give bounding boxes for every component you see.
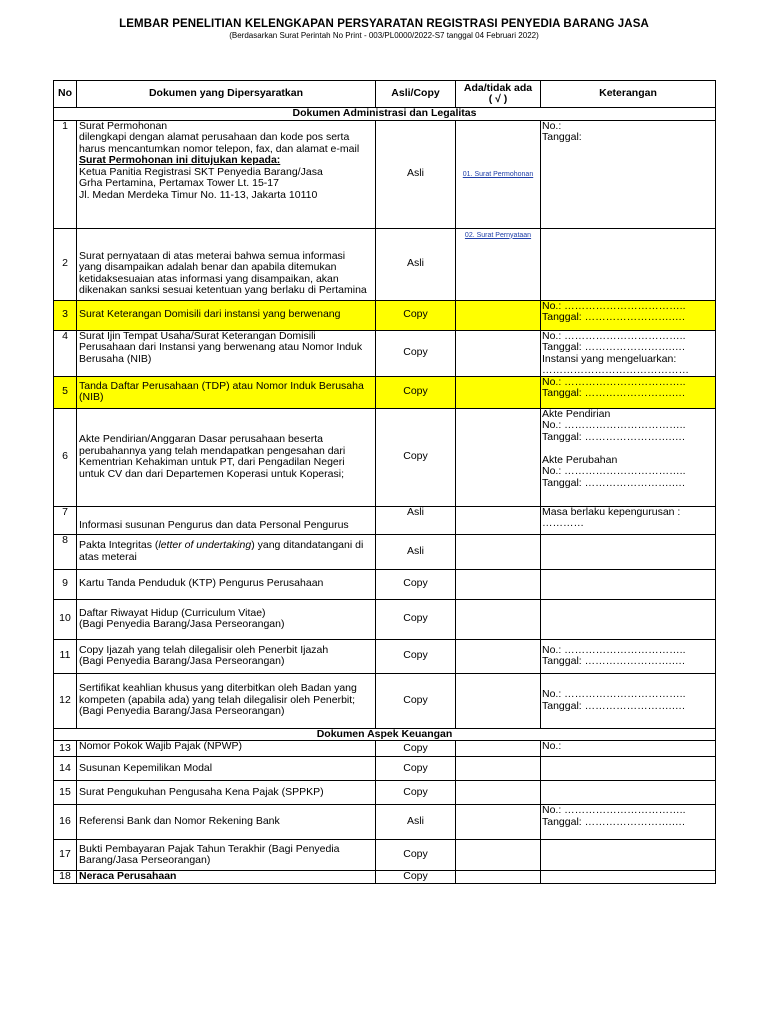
keterangan-text: Akte Perubahan (542, 453, 618, 466)
document-text: (Bagi Penyedia Barang/Jasa Perseorangan) (79, 655, 285, 667)
asli-copy-cell: Copy (376, 376, 456, 408)
row-number: 5 (54, 376, 77, 408)
document-text: Bukti Pembayaran Pajak Tahun Terakhir (Bagi Penyedia (79, 842, 340, 855)
table-row (54, 781, 716, 805)
keterangan-cell (541, 741, 716, 757)
document-text: Barang/Jasa Perseorangan) (79, 854, 211, 866)
row-number: 2 (54, 228, 77, 300)
keterangan-text: No.: (542, 120, 562, 132)
document-text-italic: letter of undertaking (158, 539, 252, 551)
document-text: Surat pernyataan di atas meterai bahwa semua informasi (79, 249, 346, 262)
document-cell (77, 330, 376, 376)
table-row (54, 569, 716, 599)
asli-copy-cell: Copy (376, 300, 456, 330)
keterangan-text: Tanggal: …………………….…. (542, 430, 685, 443)
ada-cell (456, 673, 541, 728)
document-cell (77, 506, 376, 534)
document-text: Neraca Perusahaan (79, 870, 177, 883)
document-text: (NIB) (79, 391, 104, 403)
keterangan-text: No.: …………………………….. (542, 330, 686, 342)
document-cell (77, 757, 376, 781)
keterangan-text: Tanggal: …………………….…. (542, 655, 685, 667)
document-text: Susunan Kepemilikan Modal (79, 761, 213, 774)
document-cell (77, 300, 376, 330)
keterangan-text: No.: (542, 740, 562, 752)
keterangan-cell (541, 228, 716, 300)
row-number: 17 (54, 840, 77, 871)
table-header-row (54, 81, 716, 108)
asli-copy-cell: Asli (376, 120, 456, 228)
row-number: 7 (54, 506, 77, 534)
document-text: dikenakan sanksi sesuai ketentuan yang berlaku di Pertamina (79, 284, 367, 296)
table-row (54, 120, 716, 228)
row-number: 4 (54, 330, 77, 376)
table-row (54, 300, 716, 330)
keterangan-cell (541, 300, 716, 330)
keterangan-cell (541, 781, 716, 805)
table-row (54, 506, 716, 534)
header-asli-copy: Asli/Copy (376, 81, 456, 108)
ada-cell (456, 871, 541, 884)
ada-cell (456, 408, 541, 506)
keterangan-cell (541, 330, 716, 376)
document-cell (77, 408, 376, 506)
asli-copy-cell: Copy (376, 639, 456, 673)
ada-cell (456, 330, 541, 376)
keterangan-text: Tanggal: …………………….…. (542, 387, 685, 399)
keterangan-text: No.: …………………………….. (542, 643, 686, 656)
row-number: 13 (54, 741, 77, 757)
keterangan-cell (541, 871, 716, 884)
document-text: Tanda Daftar Perusahaan (TDP) atau Nomor Induk Berusaha (79, 379, 364, 392)
keterangan-text: No.: …………………………….. (542, 804, 686, 816)
keterangan-cell (541, 506, 716, 534)
ada-cell (456, 741, 541, 757)
row-number: 1 (54, 120, 77, 228)
keterangan-cell (541, 376, 716, 408)
header-no: No (54, 81, 77, 108)
document-text: atas meterai (79, 550, 137, 563)
row-number: 10 (54, 599, 77, 639)
table-row (54, 228, 716, 300)
ada-cell (456, 805, 541, 840)
row-number: 8 (54, 534, 77, 569)
asli-copy-cell: Copy (376, 408, 456, 506)
keterangan-cell (541, 805, 716, 840)
document-text: (Bagi Penyedia Barang/Jasa Perseorangan) (79, 705, 285, 718)
document-text: Copy Ijazah yang telah dilegalisir oleh Penerbit Ijazah (79, 643, 329, 656)
asli-copy-cell: Copy (376, 757, 456, 781)
asli-copy-cell: Copy (376, 673, 456, 728)
document-cell (77, 639, 376, 673)
keterangan-cell (541, 569, 716, 599)
document-cell (77, 120, 376, 228)
table-row (54, 805, 716, 840)
keterangan-text: Tanggal: …………………….…. (542, 815, 685, 828)
asli-copy-cell: Copy (376, 741, 456, 757)
ada-cell (456, 639, 541, 673)
document-text: Referensi Bank dan Nomor Rekening Bank (79, 815, 280, 828)
document-cell (77, 840, 376, 871)
asli-copy-cell: Copy (376, 781, 456, 805)
section-title-administrasi: Dokumen Administrasi dan Legalitas (54, 108, 716, 121)
keterangan-text: Akte Pendirian (542, 408, 611, 420)
keterangan-cell (541, 757, 716, 781)
document-text: Nomor Pokok Wajib Pajak (NPWP) (79, 740, 242, 752)
table-row (54, 673, 716, 728)
table-row (54, 376, 716, 408)
ada-cell (456, 569, 541, 599)
asli-copy-cell: Copy (376, 330, 456, 376)
document-text: Surat Keterangan Domisili dari instansi yang berwenang (79, 308, 341, 321)
document-text-part: ) yang ditandatangani di (251, 539, 364, 551)
document-cell (77, 376, 376, 408)
ada-cell (456, 599, 541, 639)
document-text: ketidaksesuaian atas informasi yang disampaikan, akan (79, 272, 339, 285)
asli-copy-cell: Asli (376, 534, 456, 569)
document-text: Ketua Panitia Registrasi SKT Penyedia Barang/Jasa (79, 165, 323, 178)
document-text: Berusaha (NIB) (79, 352, 152, 365)
document-text: yang disampaikan adalah benar dan apabila ditemukan (79, 261, 337, 273)
table-row (54, 871, 716, 884)
page-title: LEMBAR PENELITIAN KELENGKAPAN PERSYARATAN REGISTRASI PENYEDIA BARANG JASA (119, 18, 649, 30)
document-text: Surat Pengukuhan Pengusaha Kena Pajak (SPPKP) (79, 785, 324, 798)
document-text: Surat Permohonan (79, 120, 168, 132)
keterangan-text: Tanggal: …………………….…. (542, 341, 685, 353)
table-row (54, 757, 716, 781)
keterangan-cell (541, 408, 716, 506)
document-text: perubahannya yang telah mendapatkan pengesahan dari (79, 444, 346, 457)
keterangan-text: No.: …………………………….. (542, 419, 686, 431)
asli-copy-cell: Asli (376, 228, 456, 300)
keterangan-text: No.: …………………………….. (542, 688, 686, 700)
keterangan-text: …………………………………… (542, 364, 689, 376)
document-text (79, 540, 374, 552)
table-row (54, 534, 716, 569)
section-row-keuangan (54, 728, 716, 741)
asli-copy-cell: Copy (376, 569, 456, 599)
document-text: Surat Ijin Tempat Usaha/Surat Keterangan Domisili (79, 330, 316, 342)
document-cell (77, 805, 376, 840)
document-text: (Bagi Penyedia Barang/Jasa Perseorangan) (79, 618, 285, 630)
asli-copy-cell: Copy (376, 871, 456, 884)
document-cell (77, 741, 376, 757)
keterangan-cell (541, 673, 716, 728)
document-text: Grha Pertamina, Pertamax Tower Lt. 15-17 (79, 177, 279, 189)
document-text: harus mencantumkan nomor telepon, fax, dan alamat e-mail (79, 142, 360, 155)
keterangan-text: No.: …………………………….. (542, 465, 686, 477)
ada-cell (456, 781, 541, 805)
asli-copy-cell: Asli (376, 805, 456, 840)
document-text: Sertifikat keahlian khusus yang diterbitkan oleh Badan yang (79, 682, 357, 695)
document-text: Kementrian Kehakiman untuk PT, dari Pengadilan Negeri (79, 456, 345, 468)
asli-copy-cell: Asli (376, 506, 456, 534)
header-keterangan: Keterangan (541, 81, 716, 108)
document-cell (77, 534, 376, 569)
ada-cell (456, 300, 541, 330)
document-cell (77, 228, 376, 300)
document-cell (77, 599, 376, 639)
document-text: Informasi susunan Pengurus dan data Personal Pengurus (79, 519, 349, 531)
document-text: Kartu Tanda Penduduk (KTP) Pengurus Perusahaan (79, 577, 324, 590)
document-link[interactable]: 01. Surat Permohonan (462, 170, 534, 178)
asli-copy-cell: Copy (376, 840, 456, 871)
keterangan-cell (541, 840, 716, 871)
keterangan-text: Tanggal: …………………….…. (542, 476, 685, 489)
page-subtitle: (Berdasarkan Surat Perintah No Print - 003/PL0000/2022-S7 tanggal 04 Februari 2022) (229, 31, 539, 40)
keterangan-cell (541, 120, 716, 228)
keterangan-text: Tanggal: …………………….…. (542, 311, 685, 323)
ada-cell (456, 228, 541, 300)
table-row (54, 408, 716, 506)
ada-cell (456, 376, 541, 408)
document-text: Perusahaan dari Instansi yang berwenang atau Nomor Induk (79, 341, 363, 353)
document-text: untuk CV dan dari Departemen Koperasi untuk Koperasi; (79, 467, 344, 480)
section-title-keuangan: Dokumen Aspek Keuangan (54, 728, 716, 741)
ada-cell (456, 757, 541, 781)
row-number: 18 (54, 871, 77, 884)
keterangan-cell (541, 534, 716, 569)
table-row (54, 639, 716, 673)
keterangan-text: ………… (542, 517, 584, 529)
row-number: 16 (54, 805, 77, 840)
keterangan-cell (541, 599, 716, 639)
table-row (54, 330, 716, 376)
ada-cell (456, 840, 541, 871)
keterangan-spacer (542, 443, 714, 455)
document-cell (77, 569, 376, 599)
document-cell (77, 673, 376, 728)
document-text: Daftar Riwayat Hidup (Curriculum Vitae) (79, 606, 266, 619)
row-number: 12 (54, 673, 77, 728)
row-number: 11 (54, 639, 77, 673)
keterangan-text: Tanggal: …………………….…. (542, 699, 685, 712)
document-text: Akte Pendirian/Anggaran Dasar perusahaan beserta (79, 433, 323, 445)
row-number: 3 (54, 300, 77, 330)
ada-cell (456, 506, 541, 534)
keterangan-text: Tanggal: (542, 131, 582, 143)
requirements-table (53, 80, 716, 884)
document-text-bold: Surat Permohonan ini ditujukan kepada: (79, 154, 281, 166)
document-text-part: Pakta Integritas ( (79, 539, 159, 551)
table-row (54, 840, 716, 871)
header-document: Dokumen yang Dipersyaratkan (77, 81, 376, 108)
document-cell (77, 781, 376, 805)
row-number: 9 (54, 569, 77, 599)
keterangan-text: No.: …………………………….. (542, 376, 686, 388)
keterangan-text: Instansi yang mengeluarkan: (542, 352, 677, 365)
document-text: dilengkapi dengan alamat perusahaan dan kode pos serta (79, 131, 350, 143)
table-row (54, 599, 716, 639)
header-ada-tidak-ada: Ada/tidak ada ( √ ) (456, 81, 541, 108)
row-number: 15 (54, 781, 77, 805)
row-number: 6 (54, 408, 77, 506)
keterangan-text: Masa berlaku kepengurusan : (542, 506, 681, 518)
table-row (54, 741, 716, 757)
ada-cell (456, 120, 541, 228)
document-text: Jl. Medan Merdeka Timur No. 11-13, Jakarta 10110 (79, 188, 318, 201)
keterangan-cell (541, 639, 716, 673)
row-number: 14 (54, 757, 77, 781)
document-link[interactable]: 02. Surat Pernyataan (464, 231, 532, 239)
section-row-administrasi (54, 108, 716, 121)
document-text: kompeten (apabila ada) yang telah dilegalisir oleh Penerbit; (79, 693, 356, 706)
ada-cell (456, 534, 541, 569)
document-cell (77, 871, 376, 884)
asli-copy-cell: Copy (376, 599, 456, 639)
keterangan-text: No.: …………………………….. (542, 300, 686, 312)
